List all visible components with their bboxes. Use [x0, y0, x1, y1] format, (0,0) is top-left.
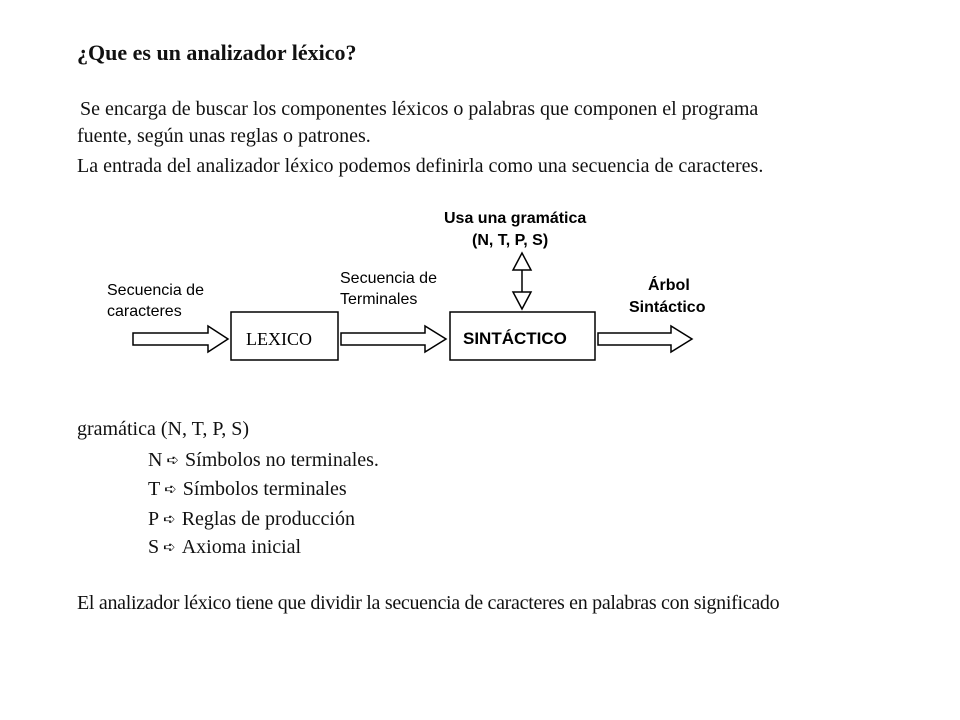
input-label-line-1: Secuencia de	[107, 282, 204, 299]
output-label-line-1: Árbol	[648, 277, 690, 294]
grammar-description: Símbolos no terminales.	[185, 449, 379, 471]
grammar-symbol: T	[148, 478, 161, 500]
output-arrow	[598, 326, 692, 352]
grammar-description: Símbolos terminales	[182, 478, 347, 500]
input-label-line-2: caracteres	[107, 303, 182, 320]
grammar-arrow	[513, 253, 531, 309]
lexico-box-label: LEXICO	[246, 329, 312, 349]
grammar-symbol: N	[148, 449, 163, 471]
grammar-symbol: S	[148, 536, 160, 558]
grammar-heading: gramática (N, T, P, S)	[77, 418, 250, 440]
input-arrow	[133, 326, 228, 352]
middle-label-line-2: Terminales	[340, 291, 418, 308]
closing-statement: El analizador léxico tiene que dividir la secuencia de caracteres en palabras con significado	[77, 592, 780, 614]
grammar-label-line-2: (N, T, P, S)	[472, 232, 549, 249]
intro-line-1: Se encarga de buscar los componentes léxicos o palabras que componen el programa	[80, 98, 759, 120]
middle-arrow	[341, 326, 446, 352]
arrow-right-icon: ➪	[163, 510, 176, 528]
arrow-right-icon: ➪	[164, 480, 177, 498]
grammar-item-t	[148, 478, 347, 501]
arrow-right-icon: ➪	[163, 538, 176, 556]
intro-line-3: La entrada del analizador léxico podemos definirla como una secuencia de caracteres.	[77, 155, 764, 177]
arrow-right-icon: ➪	[166, 451, 180, 469]
grammar-label-line-1: Usa una gramática	[444, 210, 587, 227]
grammar-description: Axioma inicial	[181, 536, 302, 558]
intro-line-2: fuente, según unas reglas o patrones.	[77, 125, 371, 147]
grammar-item-n	[148, 449, 379, 472]
middle-label-line-1: Secuencia de	[340, 270, 437, 287]
output-label-line-2: Sintáctico	[629, 299, 706, 316]
grammar-item-p	[148, 508, 355, 531]
page-title: ¿Que es un analizador léxico?	[77, 40, 357, 65]
sintactico-box-label: SINTÁCTICO	[463, 329, 567, 348]
grammar-item-s	[148, 536, 301, 559]
grammar-description: Reglas de producción	[181, 508, 355, 530]
grammar-symbol: P	[148, 508, 160, 530]
